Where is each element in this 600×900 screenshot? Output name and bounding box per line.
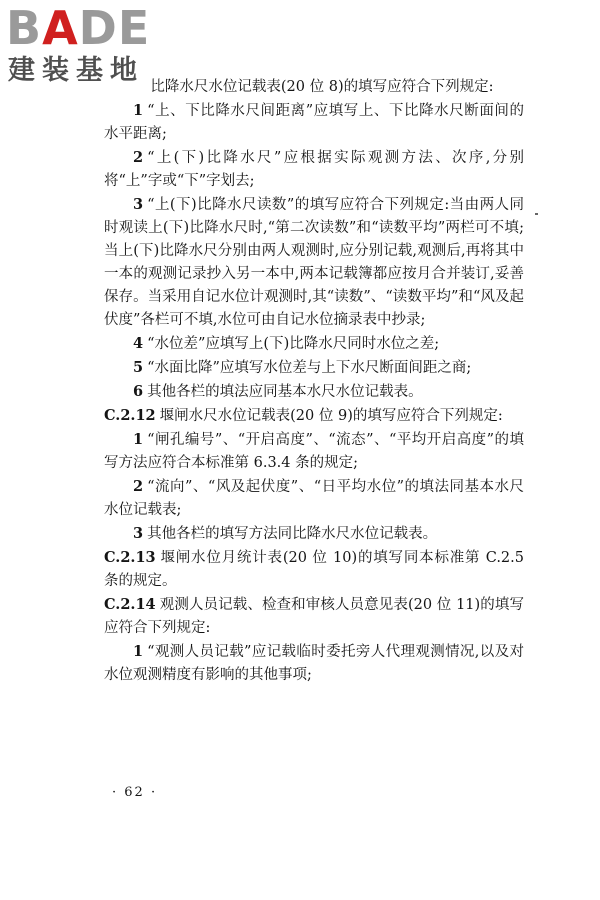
list-item: 1 “闸孔编号”、“开启高度”、“流态”、“平均开启高度”的填写方法应符合本标准第 6.3.4 条的规定; (104, 431, 524, 471)
item-number: 6 (133, 383, 144, 400)
item-number: 3 (133, 525, 144, 542)
scan-speck (535, 213, 538, 215)
item-number: 1 (133, 431, 144, 448)
list-item: 6 其他各栏的填法应同基本水尺水位记载表。 (133, 383, 423, 400)
clause-heading: C.2.13 堰闸水位月统计表(20 位 10)的填写同本标准第 C.2.5 条的规定。 (104, 549, 524, 589)
item-number: 5 (133, 359, 144, 376)
item-number: 2 (133, 149, 144, 166)
logo-brand-wordmark: BADE (6, 1, 151, 55)
page-body (104, 76, 524, 687)
list-item: 3 “上(下)比降水尺读数”的填写应符合下列规定:当由两人同时观读上(下)比降水尺时,“第二次读数”和“读数平均”两栏可不填;当上(下)比降水尺分别由两人观测时,应分别记载,观测后,再将其中一本的观测记录抄入另一本中,两本记载簿都应按月合并装订,妥善保存。当采用自记水位计观测时,其“读数”、“读数平均”和“风及起伏度”各栏可不填,水位可由自记水位摘录表中抄录; (104, 196, 524, 328)
list-item: 5 “水面比降”应填写水位差与上下水尺断面间距之商; (133, 359, 472, 376)
list-item: 1 “观测人员记载”应记载临时委托旁人代理观测情况,以及对水位观测精度有影响的其他事项; (104, 643, 524, 683)
list-item: 3 其他各栏的填写方法同比降水尺水位记载表。 (133, 525, 438, 542)
clause-heading: C.2.12 堰闸水尺水位记载表(20 位 9)的填写应符合下列规定: (104, 407, 503, 424)
list-item: 2 “上(下)比降水尺”应根据实际观测方法、次序,分别将“上”字或“下”字划去; (104, 149, 524, 189)
item-number: 2 (133, 478, 144, 495)
logo-brand-subtitle: 建装基地 (8, 55, 144, 86)
list-item: 1 “上、下比降水尺间距离”应填写上、下比降水尺断面间的水平距离; (104, 102, 524, 142)
clause-number: C.2.14 (104, 596, 156, 613)
clause-number: C.2.12 (104, 407, 156, 424)
item-number: 1 (133, 643, 144, 660)
list-item: 2 “流向”、“风及起伏度”、“日平均水位”的填法同基本水尺水位记载表; (104, 478, 524, 518)
list-item: 4 “水位差”应填写上(下)比降水尺同时水位之差; (133, 335, 440, 352)
clause-number: C.2.13 (104, 549, 156, 566)
clause-heading: C.2.14 观测人员记载、检查和审核人员意见表(20 位 11)的填写应符合下列规定: (104, 596, 524, 636)
page-number: · 62 · (112, 785, 158, 800)
paragraph-lead: 比降水尺水位记载表(20 位 8)的填写应符合下列规定: (150, 79, 494, 95)
item-number: 4 (133, 335, 144, 352)
item-number: 1 (133, 102, 144, 119)
item-number: 3 (133, 196, 144, 213)
